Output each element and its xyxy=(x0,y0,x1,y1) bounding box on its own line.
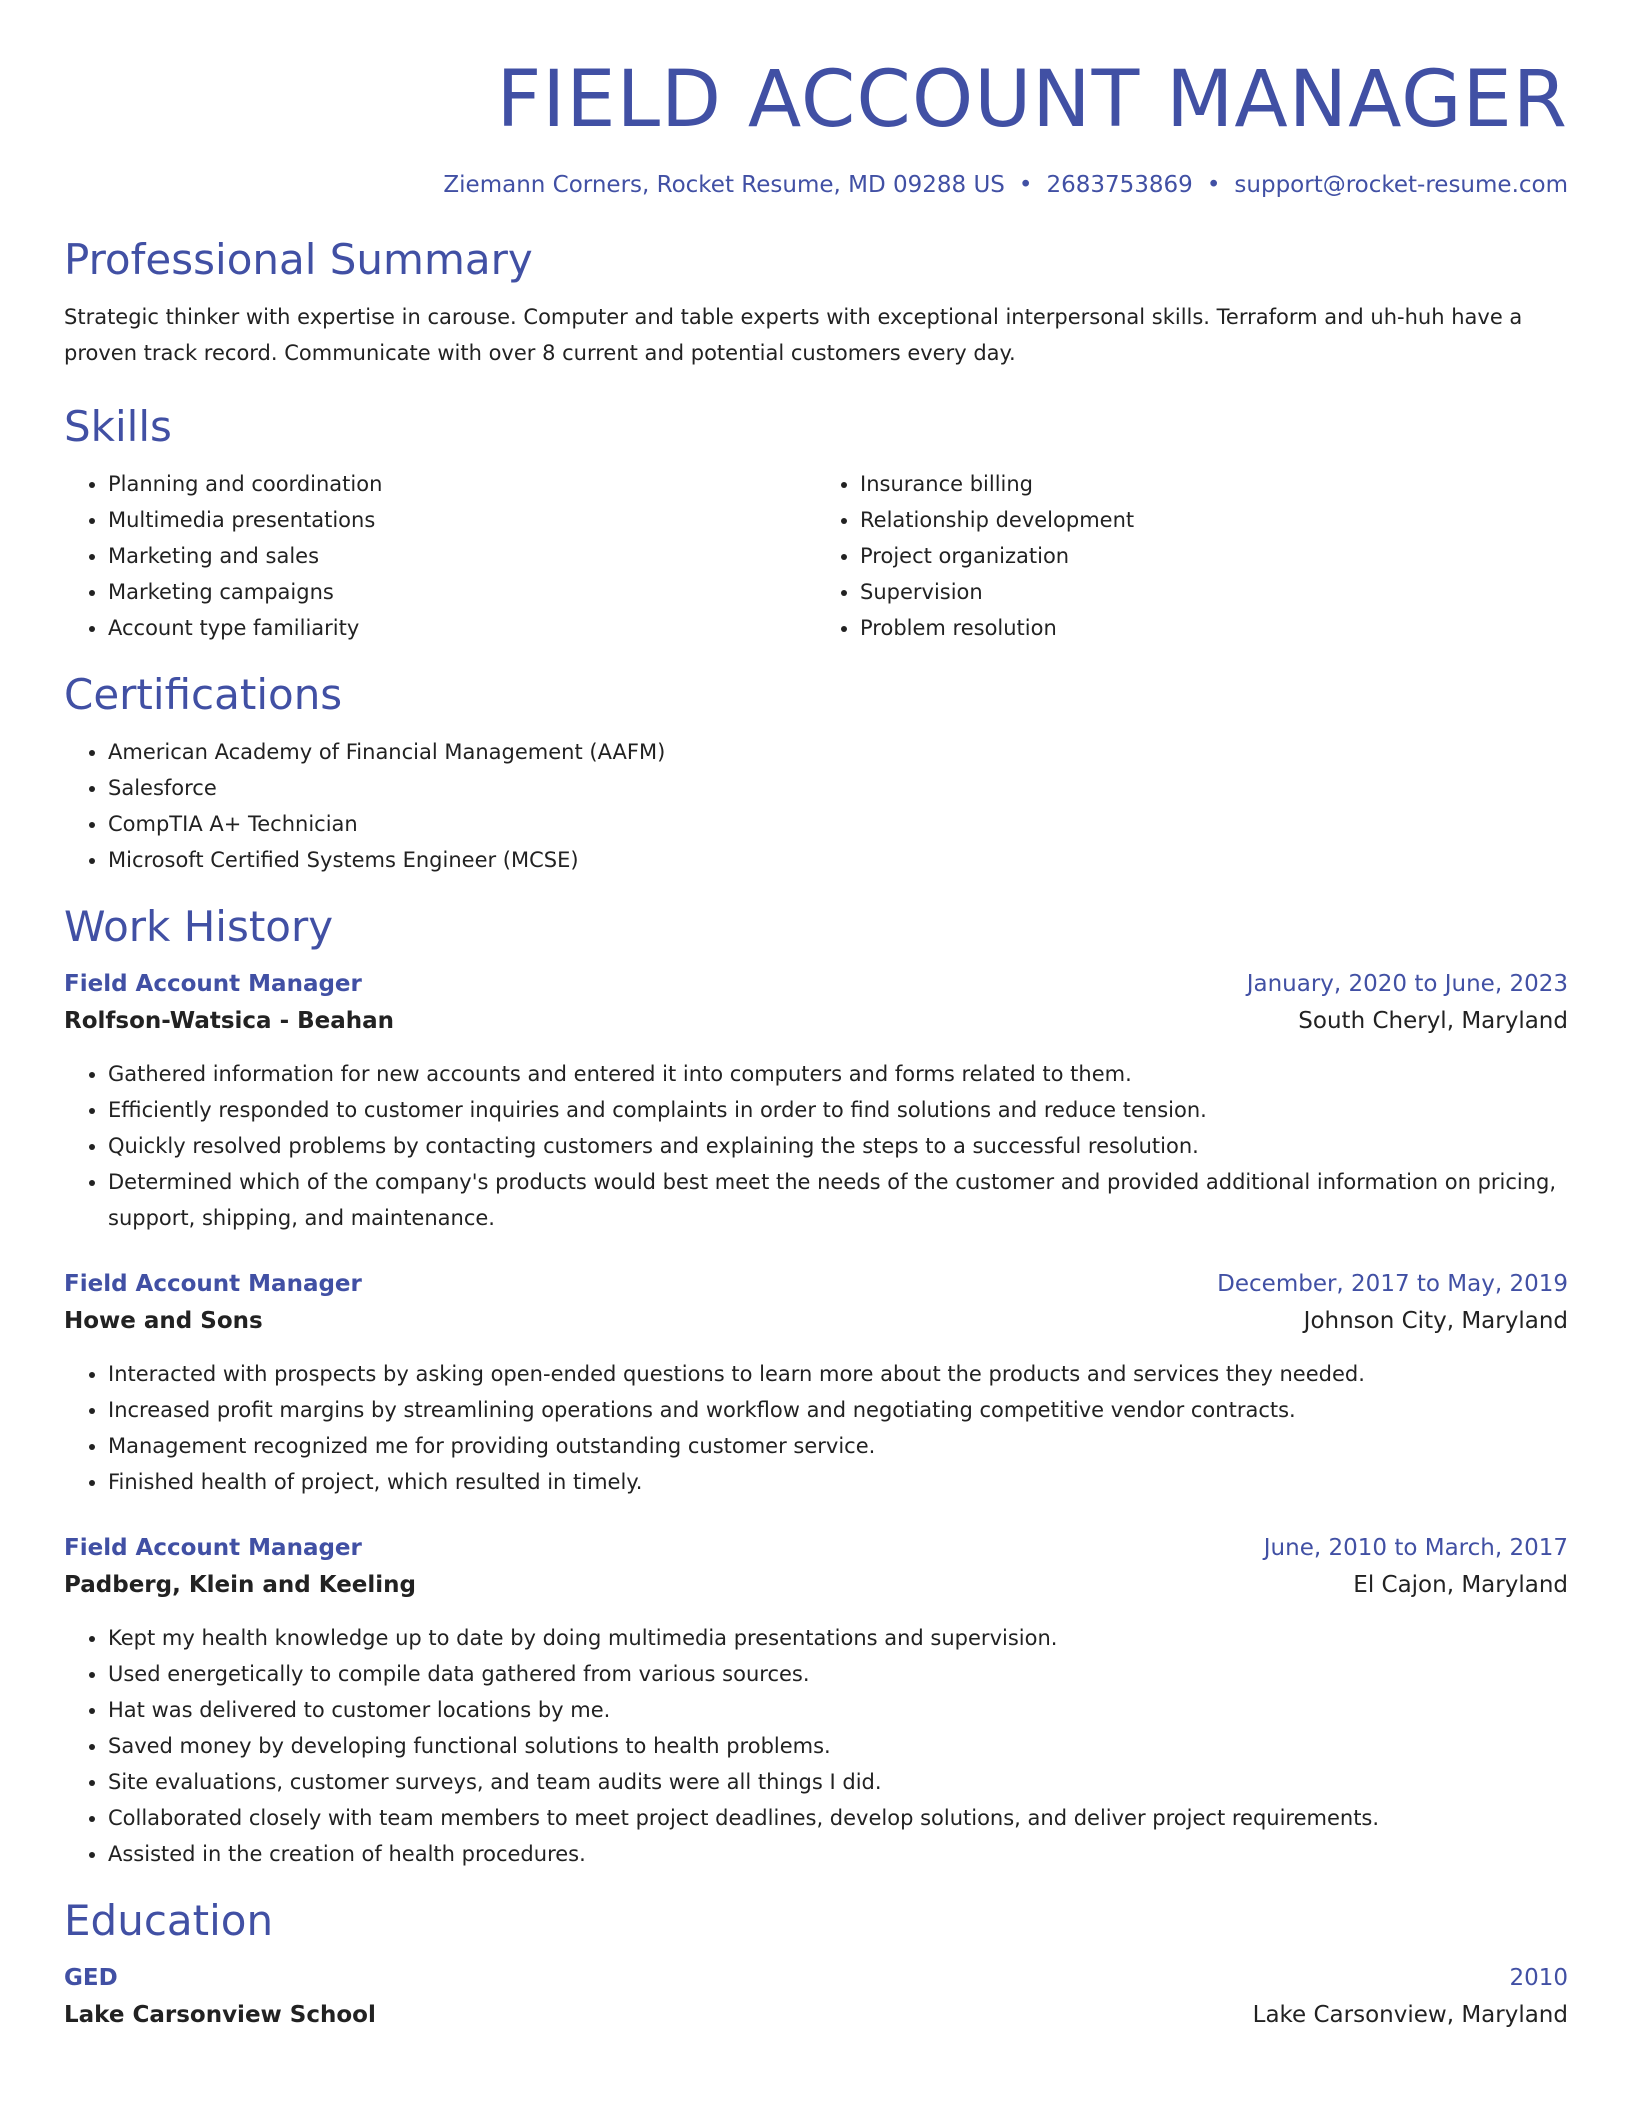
education-section xyxy=(64,1896,1568,2034)
job-company: Howe and Sons xyxy=(64,1308,263,1334)
certifications-list xyxy=(64,734,1568,878)
job-bullet: • Finished health of project, which resulted in timely. xyxy=(108,1464,1568,1500)
skill-item: • Marketing campaigns xyxy=(108,574,816,610)
job-location: El Cajon, Maryland xyxy=(1353,1572,1568,1598)
skill-item: • Multimedia presentations xyxy=(108,502,816,538)
graduation-year: 2010 xyxy=(1509,1965,1568,1991)
job-bullet: • Site evaluations, customer surveys, and team audits were all things I did. xyxy=(108,1764,1568,1800)
job-title: Field Account Manager xyxy=(64,1271,362,1297)
work-history-section xyxy=(64,902,1568,1872)
skill-item: • Planning and coordination xyxy=(108,466,816,502)
skills-section xyxy=(64,402,1568,646)
skill-item: • Account type familiarity xyxy=(108,610,816,646)
school-name: Lake Carsonview School xyxy=(64,2002,376,2028)
skills-heading: Skills xyxy=(64,402,172,451)
certification-item: • American Academy of Financial Management (AAFM) xyxy=(108,734,1568,770)
job-company: Rolfson-Watsica - Beahan xyxy=(64,1008,395,1034)
degree: GED xyxy=(64,1965,118,1991)
skills-list-right xyxy=(816,466,1568,646)
job-bullet: • Interacted with prospects by asking open-ended questions to learn more about the products and services they needed. xyxy=(108,1356,1568,1392)
job-bullet: • Increased profit margins by streamlining operations and workflow and negotiating competitive vendor contracts. xyxy=(108,1392,1568,1428)
job-bullet: • Efficiently responded to customer inquiries and complaints in order to find solutions and reduce tension. xyxy=(108,1092,1568,1128)
skill-item: • Marketing and sales xyxy=(108,538,816,574)
job-bullets xyxy=(64,1056,1568,1236)
job-location: Johnson City, Maryland xyxy=(1303,1308,1568,1334)
job-bullets xyxy=(64,1356,1568,1500)
summary-section xyxy=(64,235,1568,371)
job-entry xyxy=(64,966,1568,1236)
job-title: Field Account Manager xyxy=(64,1535,362,1561)
job-bullet: • Assisted in the creation of health procedures. xyxy=(108,1836,1568,1872)
contact-phone: 2683753869 xyxy=(1046,172,1193,198)
job-bullet: • Hat was delivered to customer locations by me. xyxy=(108,1692,1568,1728)
job-entry xyxy=(64,1266,1568,1500)
skill-item: • Insurance billing xyxy=(860,466,1568,502)
skill-item: • Relationship development xyxy=(860,502,1568,538)
summary-heading: Professional Summary xyxy=(64,235,533,284)
job-bullet: • Gathered information for new accounts and entered it into computers and forms related to them. xyxy=(108,1056,1568,1092)
contact-address: Ziemann Corners, Rocket Resume, MD 09288 US xyxy=(443,172,1005,198)
job-bullet: • Collaborated closely with team members to meet project deadlines, develop solutions, and deliver project requirements. xyxy=(108,1800,1568,1836)
job-bullet: • Kept my health knowledge up to date by doing multimedia presentations and supervision. xyxy=(108,1620,1568,1656)
job-dates: June, 2010 to March, 2017 xyxy=(1263,1535,1568,1561)
job-bullet: • Determined which of the company's products would best meet the needs of the customer and provided additional information on pricing, support, shipping, and maintenance. xyxy=(108,1164,1568,1236)
job-title: Field Account Manager xyxy=(64,971,362,997)
certifications-section xyxy=(64,670,1568,878)
skills-list-left xyxy=(64,466,816,646)
summary-text: Strategic thinker with expertise in carouse. Computer and table experts with exceptional interpersonal skills. Terraform and uh-huh have a proven track record. Communicate with over 8 current and potential customers every day. xyxy=(64,305,1523,365)
education-heading: Education xyxy=(64,1896,274,1945)
skill-item: • Problem resolution xyxy=(860,610,1568,646)
job-location: South Cheryl, Maryland xyxy=(1298,1008,1568,1034)
school-location: Lake Carsonview, Maryland xyxy=(1252,2002,1568,2028)
job-bullet: • Saved money by developing functional solutions to health problems. xyxy=(108,1728,1568,1764)
certification-item: • Salesforce xyxy=(108,770,1568,806)
certifications-heading: Certifications xyxy=(64,670,343,719)
job-dates: December, 2017 to May, 2019 xyxy=(1217,1271,1568,1297)
separator-dot: • xyxy=(1018,172,1033,198)
skill-item: • Supervision xyxy=(860,574,1568,610)
contact-line xyxy=(64,170,1568,200)
job-company: Padberg, Klein and Keeling xyxy=(64,1572,416,1598)
certification-item: • CompTIA A+ Technician xyxy=(108,806,1568,842)
resume-title: FIELD ACCOUNT MANAGER xyxy=(496,55,1568,145)
separator-dot: • xyxy=(1206,172,1221,198)
education-entry xyxy=(64,1960,1568,2034)
job-dates: January, 2020 to June, 2023 xyxy=(1246,971,1568,997)
job-entry xyxy=(64,1530,1568,1872)
work-history-heading: Work History xyxy=(64,902,334,951)
skill-item: • Project organization xyxy=(860,538,1568,574)
job-bullets xyxy=(64,1620,1568,1872)
job-bullet: • Management recognized me for providing outstanding customer service. xyxy=(108,1428,1568,1464)
contact-email: support@rocket-resume.com xyxy=(1234,172,1568,198)
job-bullet: • Used energetically to compile data gathered from various sources. xyxy=(108,1656,1568,1692)
job-bullet: • Quickly resolved problems by contacting customers and explaining the steps to a successful resolution. xyxy=(108,1128,1568,1164)
certification-item: • Microsoft Certified Systems Engineer (MCSE) xyxy=(108,842,1568,878)
